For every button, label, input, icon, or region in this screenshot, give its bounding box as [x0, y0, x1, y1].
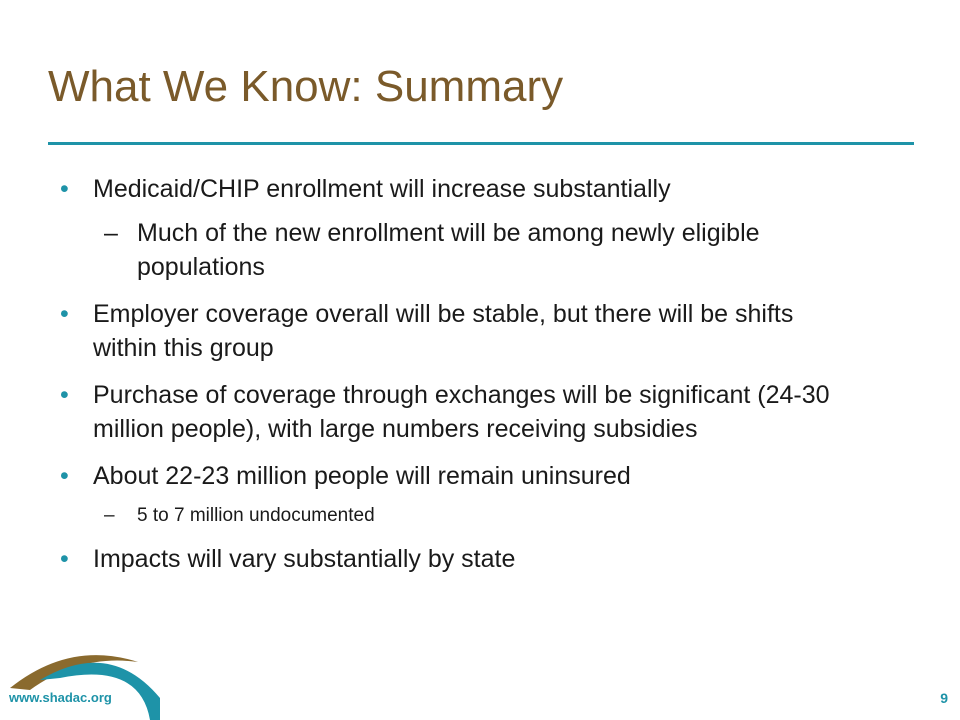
bullet-item: [60, 378, 860, 446]
page-number: 9: [940, 690, 948, 706]
shadac-logo-icon: [0, 640, 170, 720]
sub-bullet-item: [60, 503, 860, 529]
title-divider: [48, 142, 914, 145]
bullet-text: About 22-23 million people will remain uninsured: [93, 462, 631, 490]
footer-url[interactable]: www.shadac.org: [9, 690, 112, 705]
dash-icon: –: [104, 505, 115, 526]
bullet-text: Employer coverage overall will be stable, but there will be shifts within this group: [93, 300, 794, 362]
sub-bullet-text: Much of the new enrollment will be among newly eligible populations: [137, 219, 760, 281]
sub-bullet-text: 5 to 7 million undocumented: [137, 505, 375, 526]
bullet-list: [60, 172, 860, 589]
bullet-icon: •: [60, 381, 69, 409]
bullet-item: [60, 172, 860, 206]
bullet-item: [60, 297, 860, 365]
bullet-text: Purchase of coverage through exchanges will be significant (24-30 million people), with large numbers receiving subsidies: [93, 381, 830, 443]
bullet-text: Medicaid/CHIP enrollment will increase substantially: [93, 175, 671, 203]
bullet-icon: •: [60, 175, 69, 203]
dash-icon: –: [104, 219, 118, 247]
bullet-item: [60, 542, 860, 576]
sub-bullet-item: [60, 216, 860, 284]
bullet-icon: •: [60, 462, 69, 490]
bullet-icon: •: [60, 300, 69, 328]
bullet-icon: •: [60, 545, 69, 573]
bullet-text: Impacts will vary substantially by state: [93, 545, 516, 573]
slide-title: What We Know: Summary: [48, 62, 564, 111]
bullet-item: [60, 459, 860, 493]
